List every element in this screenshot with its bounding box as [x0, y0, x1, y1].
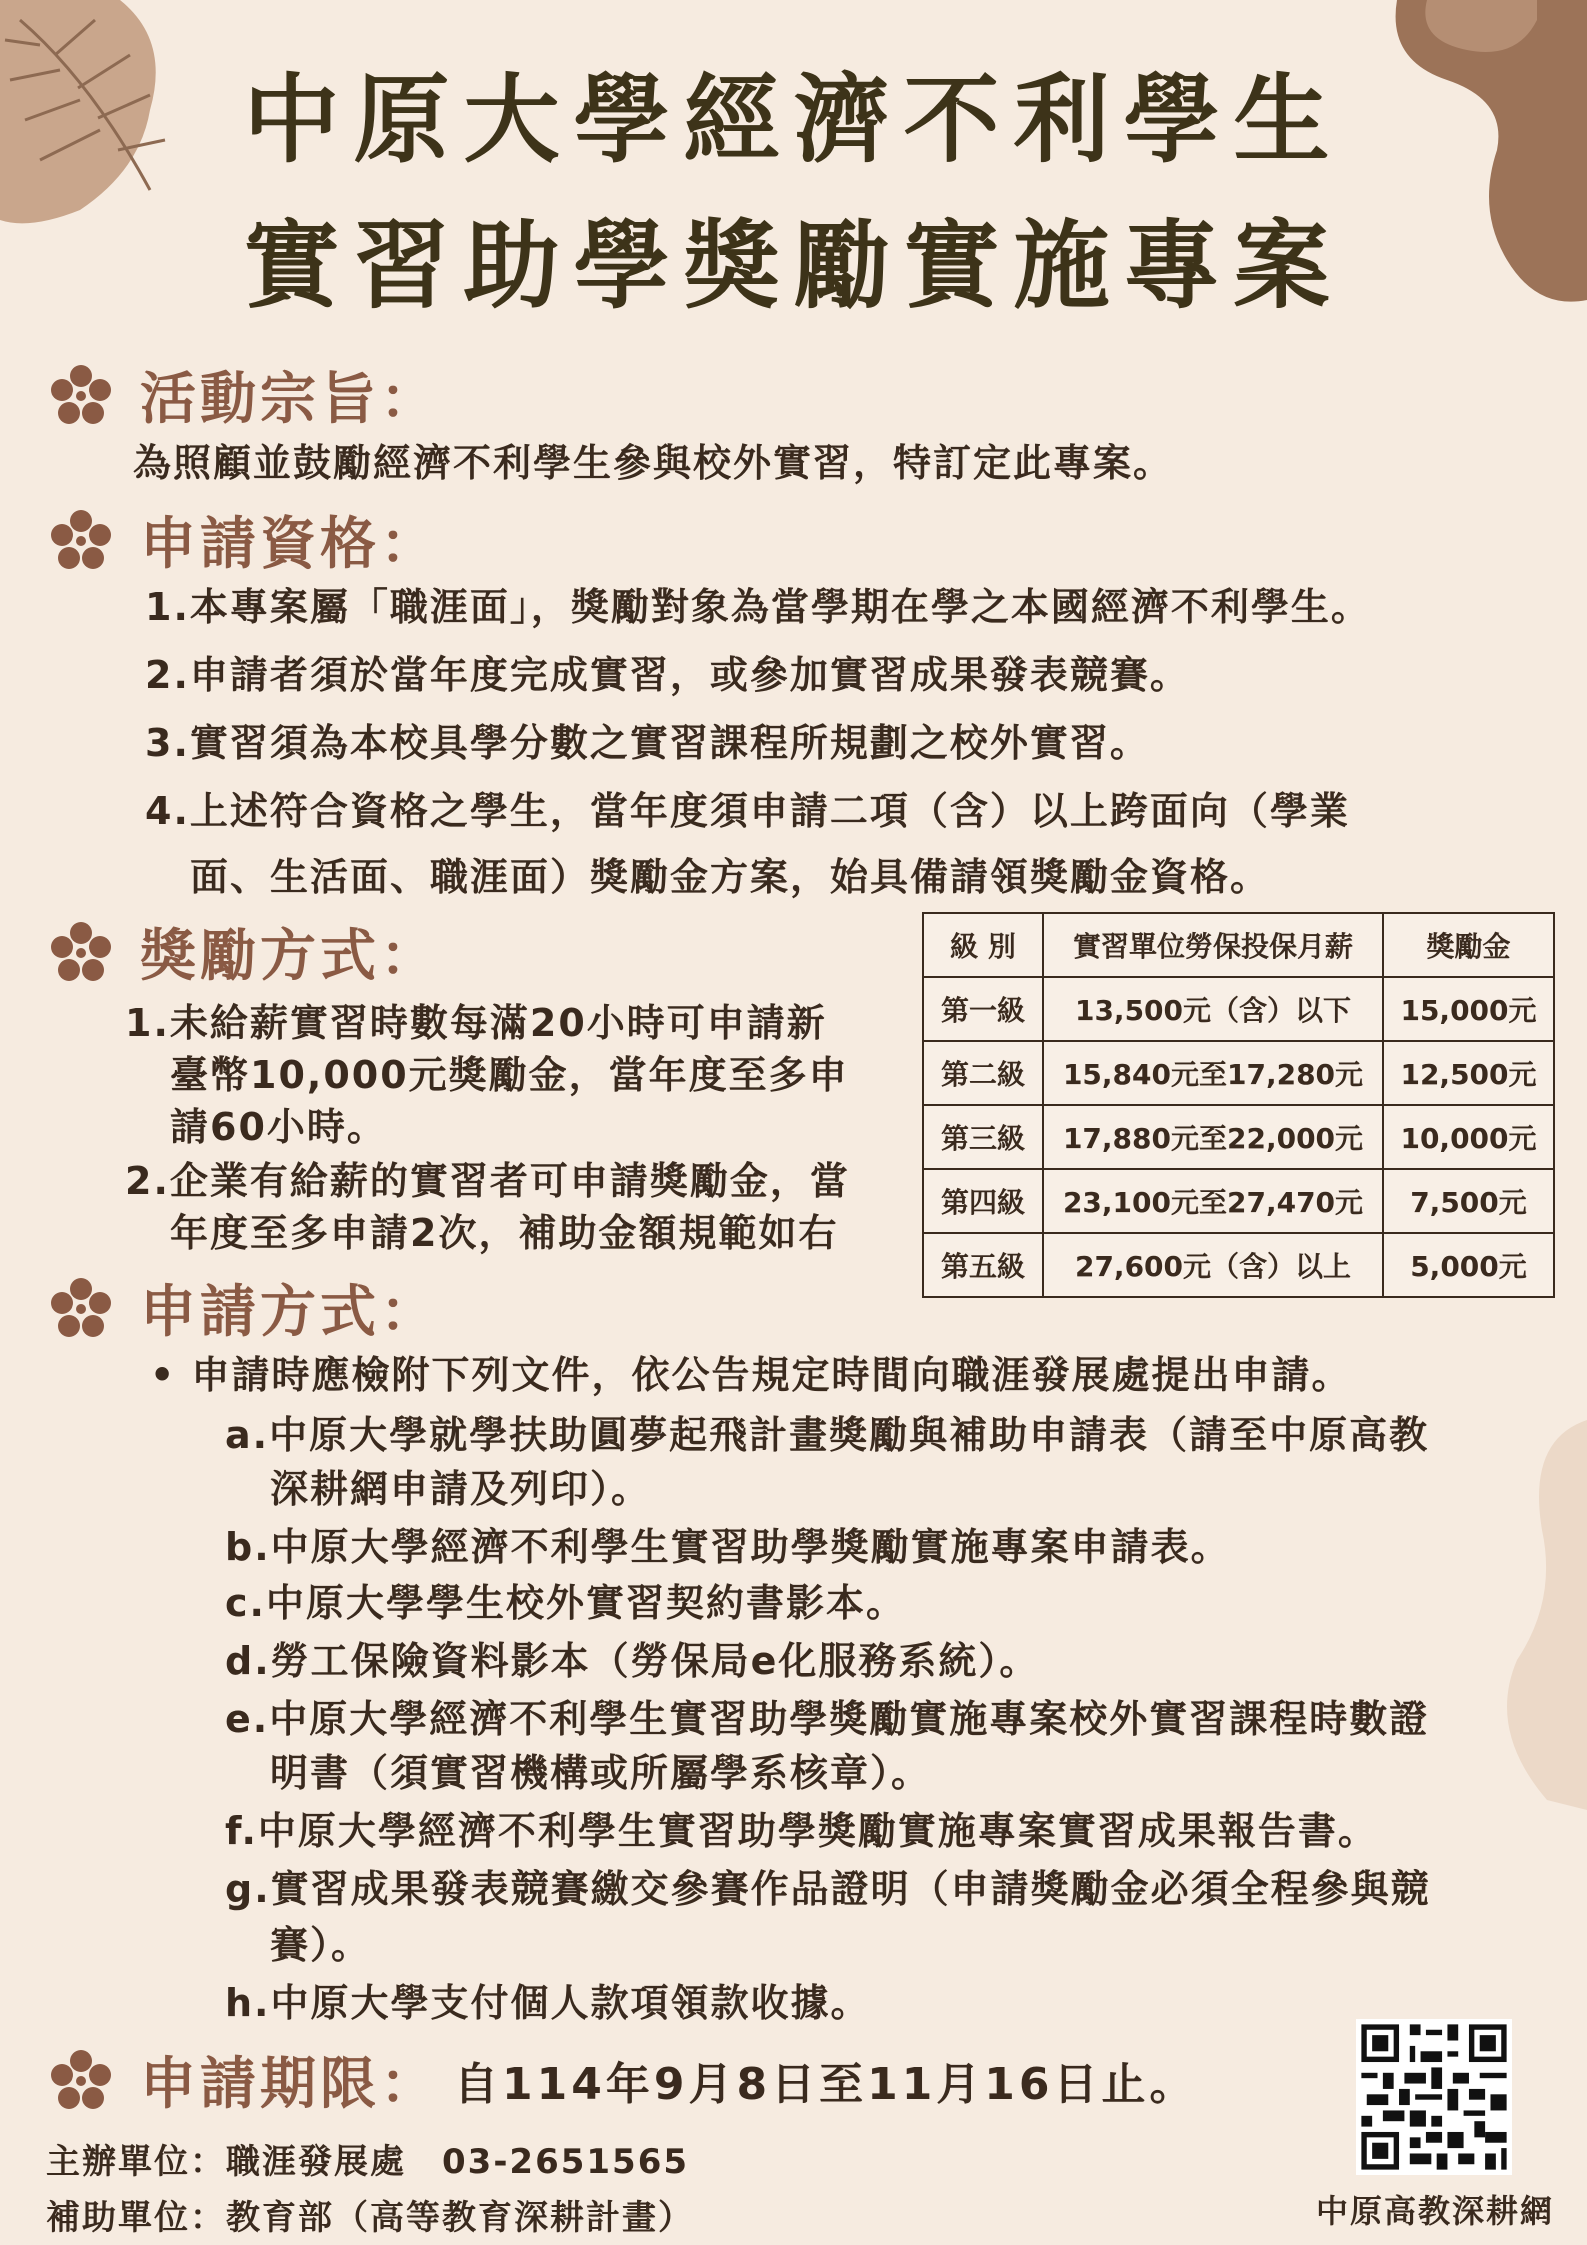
method-item: 深耕網申請及列印）。 [270, 1467, 652, 1511]
table-cell: 15,840元至17,280元 [1043, 1041, 1383, 1105]
reward-item: 年度至多申請2次，補助金額規範如右 [170, 1211, 839, 1255]
section-title: 申請方式： [140, 1280, 440, 1345]
table-cell: 17,880元至22,000元 [1043, 1105, 1383, 1169]
table-cell: 15,000元 [1383, 977, 1554, 1041]
table-cell: 23,100元至27,470元 [1043, 1169, 1383, 1233]
table-row [923, 1169, 1554, 1233]
table-cell: 第五級 [923, 1233, 1043, 1297]
qr-code-icon[interactable] [1356, 2019, 1512, 2175]
section-title: 活動宗旨： [140, 367, 440, 432]
eligibility-item: 1.本專案屬「職涯面」，獎勵對象為當學期在學之本國經濟不利學生。 [145, 585, 1371, 629]
flower-bullet-icon [50, 1277, 112, 1339]
reward-item: 1.未給薪實習時數每滿20小時可申請新 [125, 1001, 827, 1045]
section-reward-heading [50, 912, 440, 992]
flower-bullet-icon [50, 2049, 112, 2111]
table-row [923, 1041, 1554, 1105]
reward-item: 2.企業有給薪的實習者可申請獎勵金，當 [125, 1159, 850, 1203]
method-item: g.實習成果發表競賽繳交參賽作品證明（申請獎勵金必須全程參與競 [225, 1867, 1431, 1911]
table-cell: 第四級 [923, 1169, 1043, 1233]
qr-caption: 中原高教深耕網 [1316, 2192, 1555, 2230]
method-item: c.中原大學學生校外實習契約書影本。 [225, 1581, 906, 1625]
organizer-info: 主辦單位：職涯發展處 03-2651565 [46, 2142, 690, 2182]
table-cell: 第三級 [923, 1105, 1043, 1169]
flower-bullet-icon [50, 364, 112, 426]
section-title: 申請資格： [140, 512, 440, 577]
method-item: h.中原大學支付個人款項領款收據。 [225, 1981, 871, 2025]
eligibility-item: 2.申請者須於當年度完成實習，或參加實習成果發表競賽。 [145, 653, 1190, 697]
table-cell: 7,500元 [1383, 1169, 1554, 1233]
reward-item: 臺幣10,000元獎勵金，當年度至多申 [170, 1053, 849, 1097]
flower-bullet-icon [50, 509, 112, 571]
eligibility-item: 面、生活面、職涯面）獎勵金方案，始具備請領獎勵金資格。 [190, 855, 1271, 899]
page-title-line-2: 實習助學獎勵實施專案 [243, 210, 1344, 322]
purpose-text: 為照顧並鼓勵經濟不利學生參與校外實習，特訂定此專案。 [133, 441, 1174, 485]
section-method-heading [50, 1268, 440, 1348]
section-purpose-heading [50, 355, 440, 435]
table-cell: 第一級 [923, 977, 1043, 1041]
table-header-cell: 級 別 [923, 913, 1043, 977]
reward-grade-table [922, 912, 1555, 1298]
method-item: 賽）。 [270, 1923, 372, 1967]
table-cell: 27,600元（含）以上 [1043, 1233, 1383, 1297]
method-item: e.中原大學經濟不利學生實習助學獎勵實施專案校外實習課程時數證 [225, 1697, 1430, 1741]
table-cell: 5,000元 [1383, 1233, 1554, 1297]
section-deadline-heading [50, 2040, 1198, 2120]
page-title-line-1: 中原大學經濟不利學生 [243, 64, 1344, 176]
method-intro-text: 申請時應檢附下列文件，依公告規定時間向職涯發展處提出申請。 [191, 1353, 1352, 1397]
table-row [923, 1233, 1554, 1297]
table-header-cell: 獎勵金 [1383, 913, 1554, 977]
table-cell: 12,500元 [1383, 1041, 1554, 1105]
table-header-cell: 實習單位勞保投保月薪 [1043, 913, 1383, 977]
table-row [923, 977, 1554, 1041]
deadline-text: 自114年9月8日至11月16日止。 [454, 2059, 1198, 2110]
table-row [923, 1105, 1554, 1169]
method-item: f.中原大學經濟不利學生實習助學獎勵實施專案實習成果報告書。 [225, 1809, 1378, 1853]
sponsor-info: 補助單位：教育部（高等教育深耕計畫） [46, 2198, 694, 2238]
method-item: 明書（須實習機構或所屬學系核章）。 [270, 1751, 932, 1795]
eligibility-item: 3.實習須為本校具學分數之實習課程所規劃之校外實習。 [145, 721, 1150, 765]
bullet-dot-icon: • [150, 1353, 177, 1397]
section-title: 申請期限： [140, 2052, 440, 2117]
table-cell: 13,500元（含）以下 [1043, 977, 1383, 1041]
flower-bullet-icon [50, 921, 112, 983]
table-cell: 10,000元 [1383, 1105, 1554, 1169]
table-cell: 第二級 [923, 1041, 1043, 1105]
section-title: 獎勵方式： [140, 924, 440, 989]
method-item: d.勞工保險資料影本（勞保局e化服務系統）。 [225, 1639, 1040, 1683]
eligibility-item: 4.上述符合資格之學生，當年度須申請二項（含）以上跨面向（學業 [145, 789, 1350, 833]
method-intro [150, 1344, 1352, 1399]
reward-item: 請60小時。 [170, 1105, 387, 1149]
blob-decoration-right [1487, 1420, 1587, 1810]
table-header-row [923, 913, 1554, 977]
method-item: a.中原大學就學扶助圓夢起飛計畫獎勵與補助申請表（請至中原高教 [225, 1413, 1430, 1457]
method-item: b.中原大學經濟不利學生實習助學獎勵實施專案申請表。 [225, 1525, 1231, 1569]
section-eligibility-heading [50, 500, 440, 580]
